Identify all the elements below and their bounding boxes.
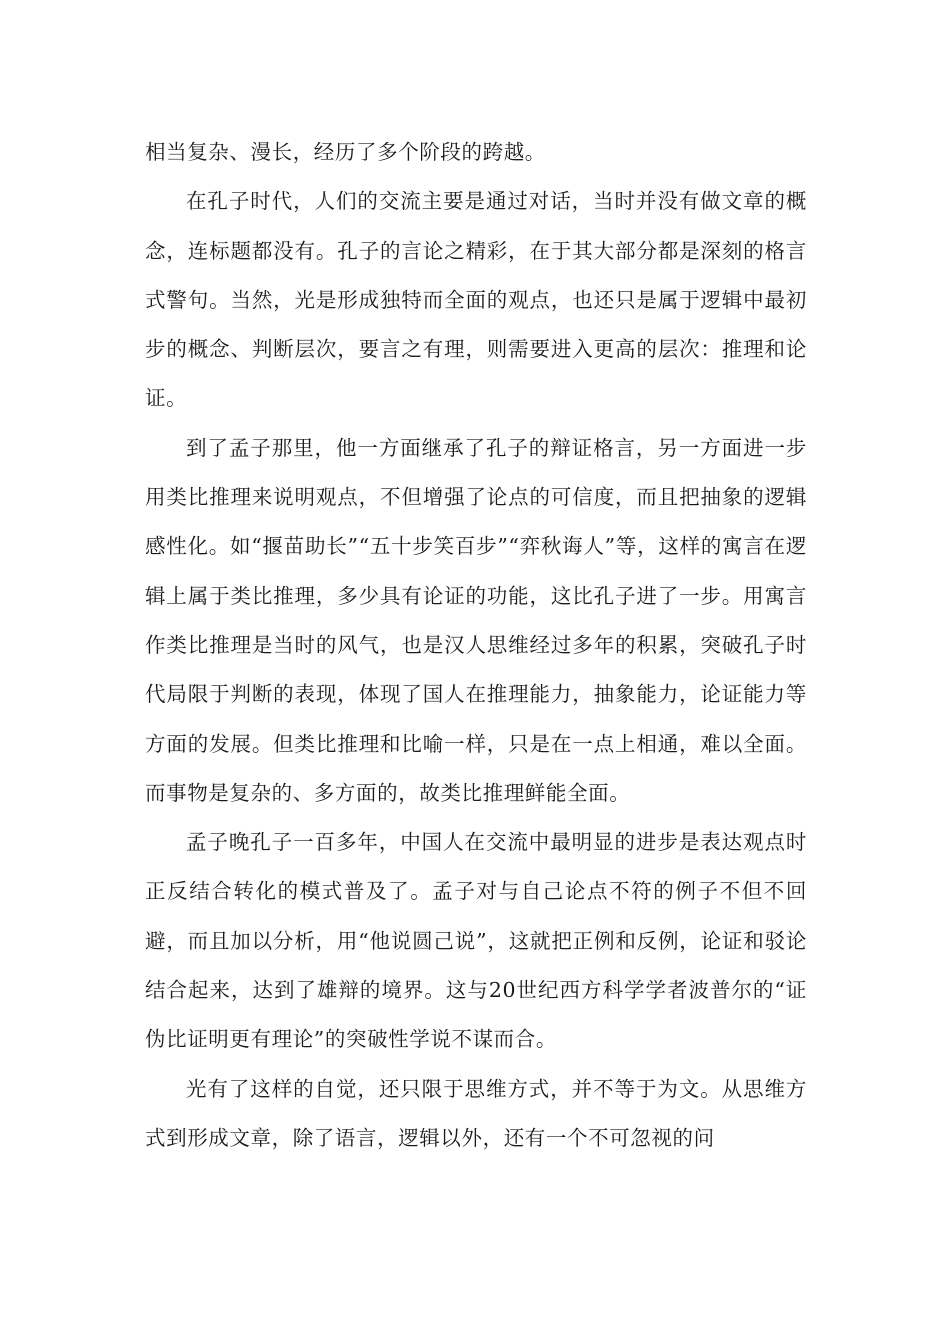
paragraph-thinking-to-writing: 光有了这样的自觉，还只限于思维方式，并不等于为文。从思维方式到形成文章，除了语言，逻辑以外，还有一个不可忽视的问 bbox=[145, 1076, 807, 1150]
paragraph-confucius-era: 在孔子时代，人们的交流主要是通过对话，当时并没有做文章的概念，连标题都没有。孔子的言论之精彩，在于其大部分都是深刻的格言式警句。当然，光是形成独特而全面的观点，也还只是属于逻辑中最初步的概念、判断层次，要言之有理，则需要进入更高的层次：推理和论证。 bbox=[145, 189, 807, 411]
paragraph-continuation: 相当复杂、漫长，经历了多个阶段的跨越。 bbox=[145, 140, 546, 164]
paragraph-mencius-analogy: 到了孟子那里，他一方面继承了孔子的辩证格言，另一方面进一步用类比推理来说明观点，不但增强了论点的可信度，而且把抽象的逻辑感性化。如“揠苗助长”“五十步笑百步”“弈秋诲人”等，这样的寓言在逻辑上属于类比推理，多少具有论证的功能，这比孔子进了一步。用寓言作类比推理是当时的风气，也是汉人思维经过多年的积累，突破孔子时代局限于判断的表现，体现了国人在推理能力，抽象能力，论证能力等方面的发展。但类比推理和比喻一样，只是在一点上相通，难以全面。而事物是复杂的、多方面的，故类比推理鲜能全面。 bbox=[145, 435, 807, 805]
paragraph-mencius-progress: 孟子晚孔子一百多年，中国人在交流中最明显的进步是表达观点时正反结合转化的模式普及了。孟子对与自己论点不符的例子不但不回避，而且加以分析，用“他说圆己说”，这就把正例和反例，论证和驳论结合起来，达到了雄辩的境界。这与20世纪西方科学学者波普尔的“证伪比证明更有理论”的突破性学说不谋而合。 bbox=[145, 830, 807, 1052]
body-text bbox=[145, 128, 807, 1163]
